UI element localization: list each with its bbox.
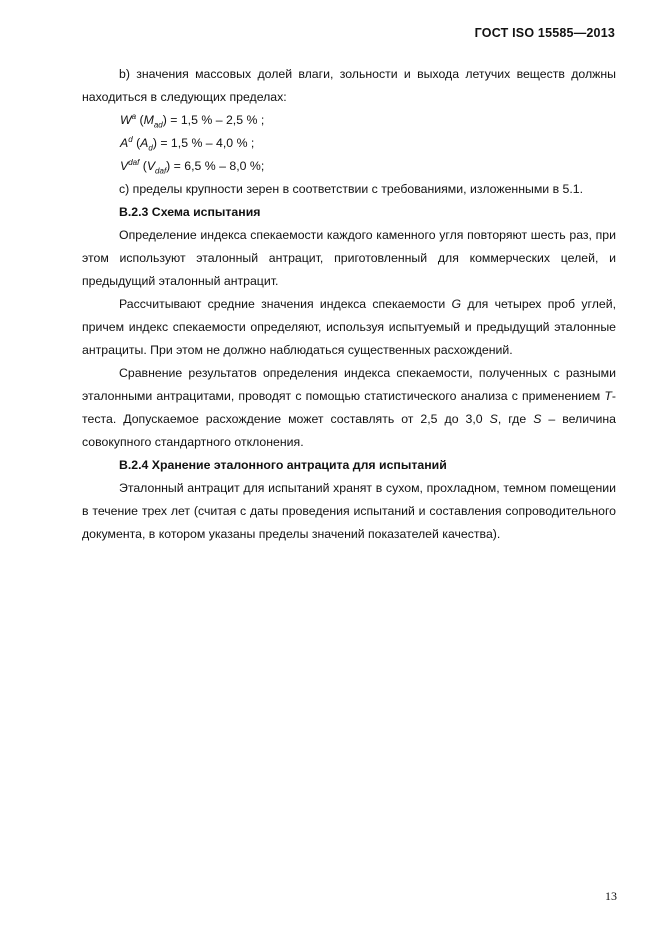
formula-subscript: daf — [155, 166, 167, 176]
formula-subscript: d — [148, 143, 153, 153]
formula-superscript: d — [128, 134, 133, 144]
formula-volatile: $V^{daf}$ $(V_{daf}) = 6,5$ % – 8,0 %; — [120, 157, 265, 176]
symbol-t: T — [604, 389, 612, 403]
text-run: , где — [497, 412, 534, 426]
paragraph-b23-3 — [82, 362, 616, 454]
document-header-code: ГОСТ ISO 15585—2013 — [474, 26, 615, 40]
section-heading-b24: В.2.4 Хранение эталонного антрацита для испытаний — [119, 458, 447, 472]
formula-superscript: a — [131, 111, 137, 121]
formula-paren-symbol: A — [140, 136, 149, 150]
formula-value: ) = 6,5 % – 8,0 %; — [166, 159, 265, 173]
formula-subscript: ad — [153, 120, 163, 130]
paragraph-b23-1: Определение индекса спекаемости каждого каменного угля повторяют шесть раз, при этом используют эталонный антрацит, приготовленный для коммерческих целей, и предыдущий эталонный антрацит. — [82, 228, 616, 288]
page-number: 13 — [605, 889, 617, 903]
symbol-s: S — [533, 412, 542, 426]
formula-value: ) = 1,5 % – 4,0 % ; — [152, 136, 255, 150]
text-run: – величина совокупного стандартного отклонения. — [82, 412, 616, 449]
document-body — [82, 63, 616, 546]
formula-symbol: W — [120, 113, 132, 127]
paragraph-b: b) значения массовых долей влаги, зольности и выхода летучих веществ должны находиться в следующих пределах: — [82, 67, 616, 104]
text-run: -теста. Допускаемое расхождение может составлять от 2,5 до 3,0 — [82, 389, 616, 426]
symbol-g: G — [451, 297, 462, 311]
paragraph-b24-1: Эталонный антрацит для испытаний хранят в сухом, прохладном, темном помещении в течение трех лет (считая с даты проведения испытаний и составления сопроводительного документа, в котором указаны пределы значений показателей качества). — [82, 481, 616, 541]
symbol-s: S — [489, 412, 498, 426]
formula-ash: $A^d$ $(A_d) = 1,5$ % – 4,0 % ; — [120, 134, 255, 153]
text-run: для четырех проб углей, причем индекс спекаемости определяют, используя испытуемый и предыдущий эталонные антрациты. При этом не должно наблюдаться существенных расхождений. — [82, 297, 616, 357]
formula-paren-symbol: M — [143, 113, 154, 127]
text-run: Рассчитывают средние значения индекса спекаемости — [119, 297, 452, 311]
formula-symbol: V — [120, 159, 129, 173]
formula-paren-symbol: V — [146, 159, 156, 173]
paragraph-c: c) пределы крупности зерен в соответствии с требованиями, изложенными в 5.1. — [119, 182, 584, 196]
formula-superscript: daf — [128, 157, 140, 167]
formula-symbol: A — [120, 136, 129, 150]
formula-moisture: $W^a$ $(M_{ad}) = 1,5$ % – 2,5 % ; — [120, 111, 265, 130]
section-heading-b23: В.2.3 Схема испытания — [119, 205, 261, 219]
text-run: Сравнение результатов определения индекса спекаемости, полученных с разными эталонными антрацитами, проводят с помощью статистического анализа с применением — [82, 366, 616, 403]
paragraph-b23-2 — [82, 293, 616, 362]
formula-value: ) = 1,5 % – 2,5 % ; — [162, 113, 265, 127]
